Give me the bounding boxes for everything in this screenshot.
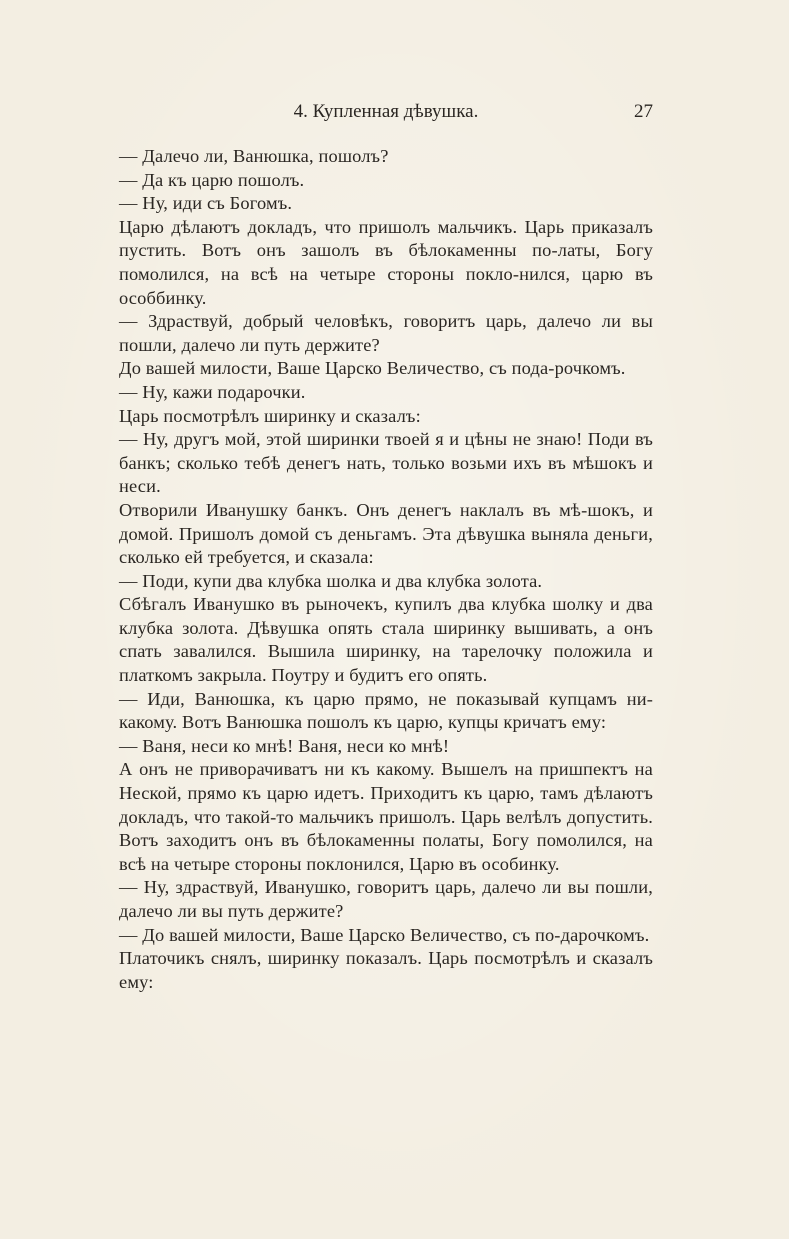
body-text	[119, 145, 653, 994]
paragraph: — Ну, иди съ Богомъ.	[119, 193, 293, 214]
paragraph: Отворили Иванушку банкъ. Онъ денегъ наклалъ въ мѣ-шокъ, и домой. Пришолъ домой съ деньгамъ. Эта дѣвушка выняла деньги, сколько ей требуется, и сказала:	[119, 499, 653, 568]
paragraph: Царь посмотрѣлъ ширинку и сказалъ:	[119, 405, 421, 426]
paragraph: — Ну, другъ мой, этой ширинки твоей я и цѣны не знаю! Поди въ банкъ; сколько тебѣ денегъ нать, только возьми ихъ въ мѣшокъ и неси.	[119, 429, 653, 497]
paragraph: — Далечо ли, Ванюшка, пошолъ?	[119, 146, 389, 166]
paragraph: — Ну, здраствуй, Иванушко, говоритъ царь, далечо ли вы пошли, далечо ли вы путь держите?	[119, 877, 653, 921]
paragraph: — Иди, Ванюшка, къ царю прямо, не показывай купцамъ ни-какому. Вотъ Ванюшка пошолъ къ царю, купцы кричатъ ему:	[119, 688, 653, 733]
paragraph: — Ваня, неси ко мнѣ! Ваня, неси ко мнѣ!	[119, 735, 450, 756]
paragraph: Сбѣгалъ Иванушко въ рыночекъ, купилъ два клубка шолку и два клубка золота. Дѣвушка опять стала ширинку вышивать, а онъ спать завалился. Вышила ширинку, на тарелочку положила и платкомъ закрыла. Поутру и будитъ его опять.	[119, 594, 653, 686]
chapter-title: 4. Купленная дѣвушка.	[293, 101, 479, 122]
paragraph: Царю дѣлаютъ докладъ, что пришолъ мальчикъ. Царь приказалъ пустить. Вотъ онъ зашолъ въ бѣлокаменны по-латы, Богу помолился, на всѣ на четыре стороны покло-нился, царю въ особбинку.	[119, 216, 653, 308]
paragraph: — Да къ царю пошолъ.	[119, 169, 305, 190]
paragraph: До вашей милости, Ваше Царско Величество, съ пода-рочкомъ.	[119, 358, 626, 379]
paragraph: — Поди, купи два клубка шолка и два клубка золота.	[119, 570, 543, 591]
paragraph: Платочикъ снялъ, ширинку показалъ. Царь посмотрѣлъ и сказалъ ему:	[119, 948, 653, 992]
paragraph: — До вашей милости, Ваше Царско Величество, съ по-дарочкомъ.	[119, 924, 650, 945]
paragraph: — Ну, кажи подарочки.	[119, 381, 306, 402]
paragraph: А онъ не привoрачиватъ ни къ какому. Вышелъ на пришпектъ на Неской, прямо къ царю идетъ. Приходитъ къ царю, тамъ дѣлаютъ докладъ, что такой-то мальчикъ пришолъ. Царь велѣлъ допустить. Вотъ заходитъ онъ въ бѣлокаменны полаты, Богу помолился, на всѣ на четыре стороны поклонился, Царю въ особинку.	[119, 759, 653, 874]
page-number: 27	[634, 101, 653, 122]
paragraph: — Здраствуй, добрый человѣкъ, говоритъ царь, далечо ли вы пошли, далечо ли путь держите?	[119, 311, 653, 355]
running-header	[119, 101, 653, 129]
